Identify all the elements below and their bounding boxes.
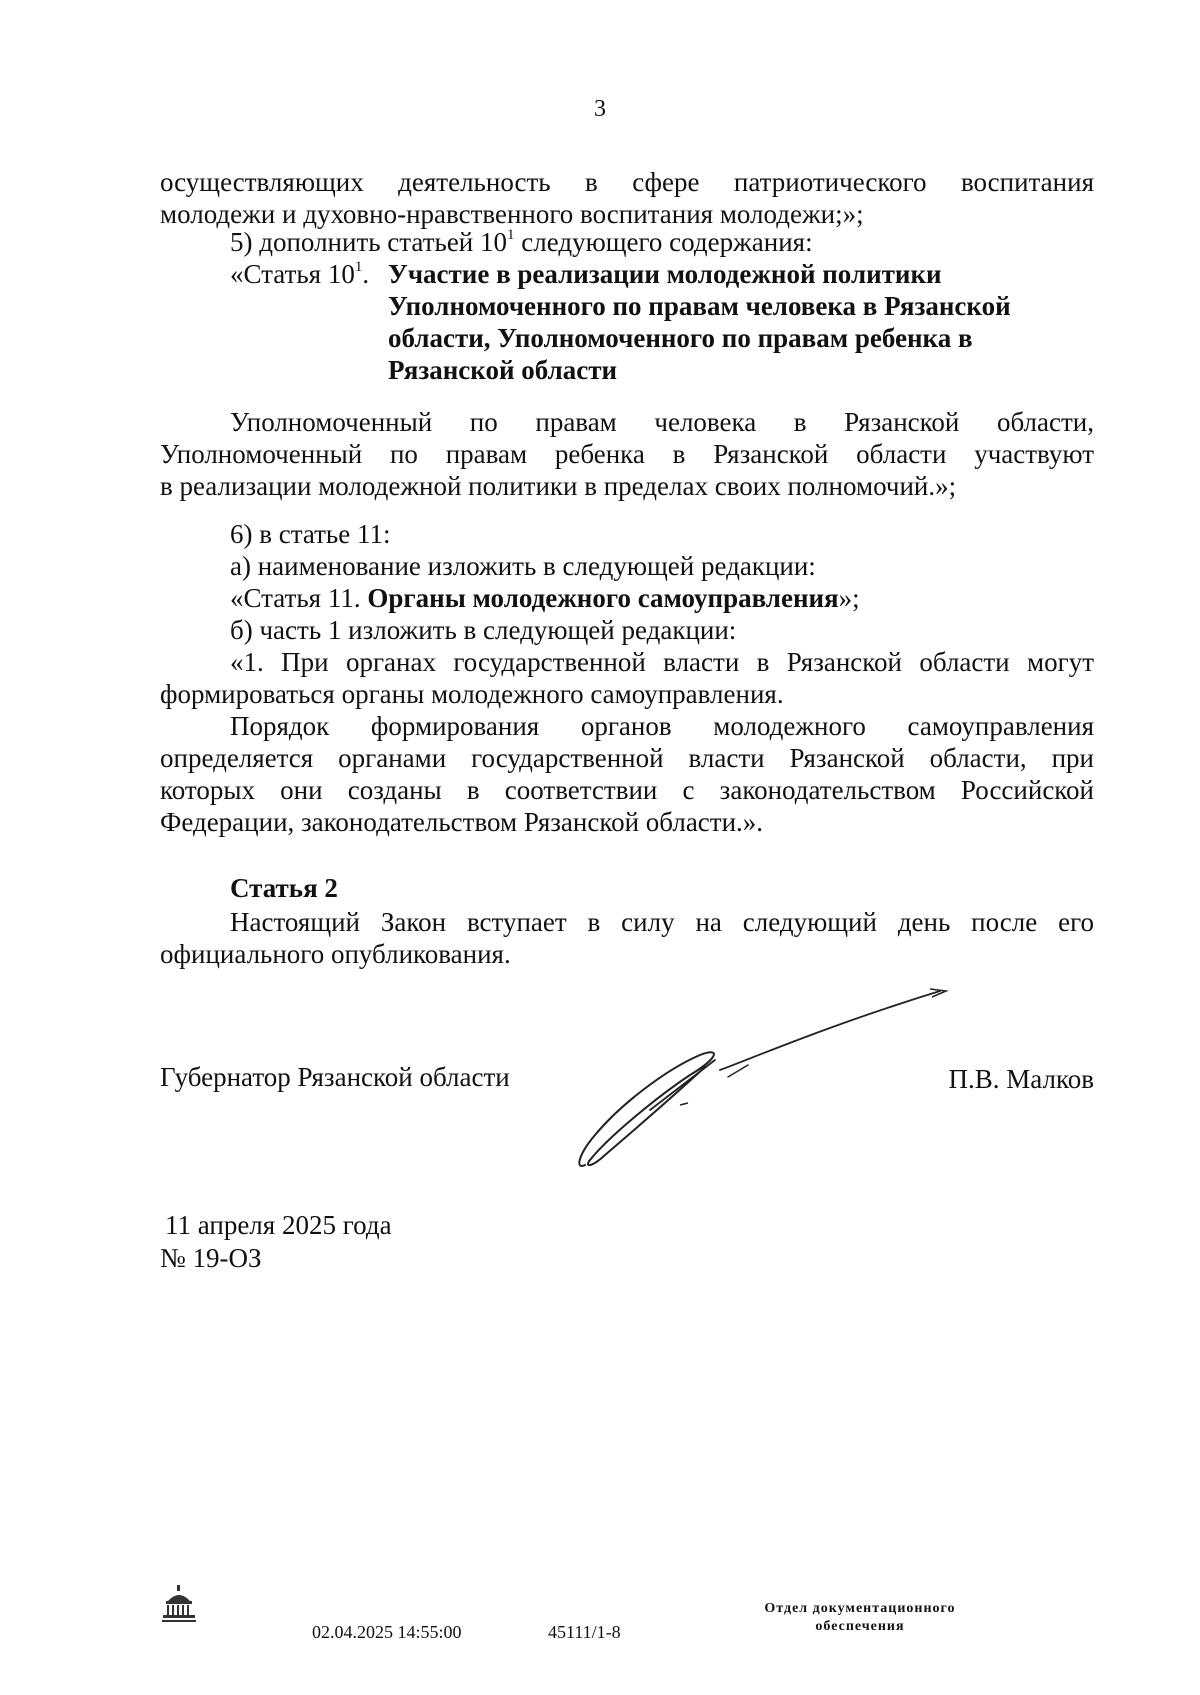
text-line: которых они созданы в соответствии с законодательством Российской bbox=[160, 775, 1094, 805]
text-line: «1. При органах государственной власти в Рязанской области могут bbox=[230, 647, 1094, 677]
text-line: Порядок формирования органов молодежного самоуправления bbox=[230, 711, 1094, 741]
text-line: Федерации, законодательством Рязанской области.». bbox=[160, 807, 764, 837]
duma-building-icon bbox=[160, 1583, 198, 1625]
text-line: в реализации молодежной политики в пределах своих полномочий.»; bbox=[160, 471, 957, 501]
article-title: Участие в реализации молодежной политики Уполномоченного по правам человека в Рязанской области, Уполномоченного по правам ребенка в Рязанской области bbox=[388, 259, 1011, 385]
paragraph-continuation bbox=[160, 166, 1094, 230]
amendment-item-6b: б) часть 1 изложить в следующей редакции: bbox=[230, 615, 737, 645]
article-10-1-heading bbox=[230, 258, 1094, 385]
text-line: Настоящий Закон вступает в силу на следующий день после его bbox=[230, 907, 1094, 937]
signatory-position: Губернатор Рязанской области bbox=[160, 1062, 510, 1092]
footer-registration-number: 45111/1-8 bbox=[548, 1622, 621, 1642]
paragraph-ombudsman bbox=[160, 406, 1094, 502]
page-number: 3 bbox=[594, 96, 606, 122]
text-line: определяется органами государственной власти Рязанской области, при bbox=[160, 743, 1094, 773]
law-number: № 19-ОЗ bbox=[160, 1243, 262, 1273]
paragraph-order bbox=[160, 710, 1094, 838]
footer-timestamp: 02.04.2025 14:55:00 bbox=[312, 1622, 462, 1642]
text-line: осуществляющих деятельность в сфере патриотического воспитания bbox=[160, 167, 1094, 197]
handwritten-signature bbox=[570, 985, 960, 1180]
paragraph-article-2 bbox=[160, 906, 1094, 970]
text-line: формироваться органы молодежного самоуправления. bbox=[160, 679, 784, 709]
law-date: 11 апреля 2025 года bbox=[165, 1210, 392, 1240]
text-line: молодежи и духовно-нравственного воспитания молодежи;»; bbox=[160, 199, 864, 229]
amendment-item-6a: а) наименование изложить в следующей редакции: bbox=[230, 551, 816, 581]
department-stamp: Отдел документационного обеспечения bbox=[764, 1601, 956, 1634]
signatory-name: П.В. Малков bbox=[948, 1064, 1094, 1094]
amendment-item-6: 6) в статье 11: bbox=[230, 519, 391, 549]
article-11-heading: «Статья 11. Органы молодежного самоуправления»; bbox=[230, 583, 860, 613]
article-label: «Статья $10^1$. bbox=[230, 259, 370, 289]
text-line: официального опубликования. bbox=[160, 939, 511, 969]
article-2-heading: Статья 2 bbox=[230, 873, 338, 903]
text-line: Уполномоченный по правам ребенка в Рязанской области участвуют bbox=[160, 439, 1094, 469]
text-line: Уполномоченный по правам человека в Рязанской области, bbox=[230, 407, 1094, 437]
amendment-item-5: 5) дополнить статьей $10^1$ следующего содержания: bbox=[230, 227, 813, 257]
paragraph-part-1 bbox=[160, 646, 1094, 710]
